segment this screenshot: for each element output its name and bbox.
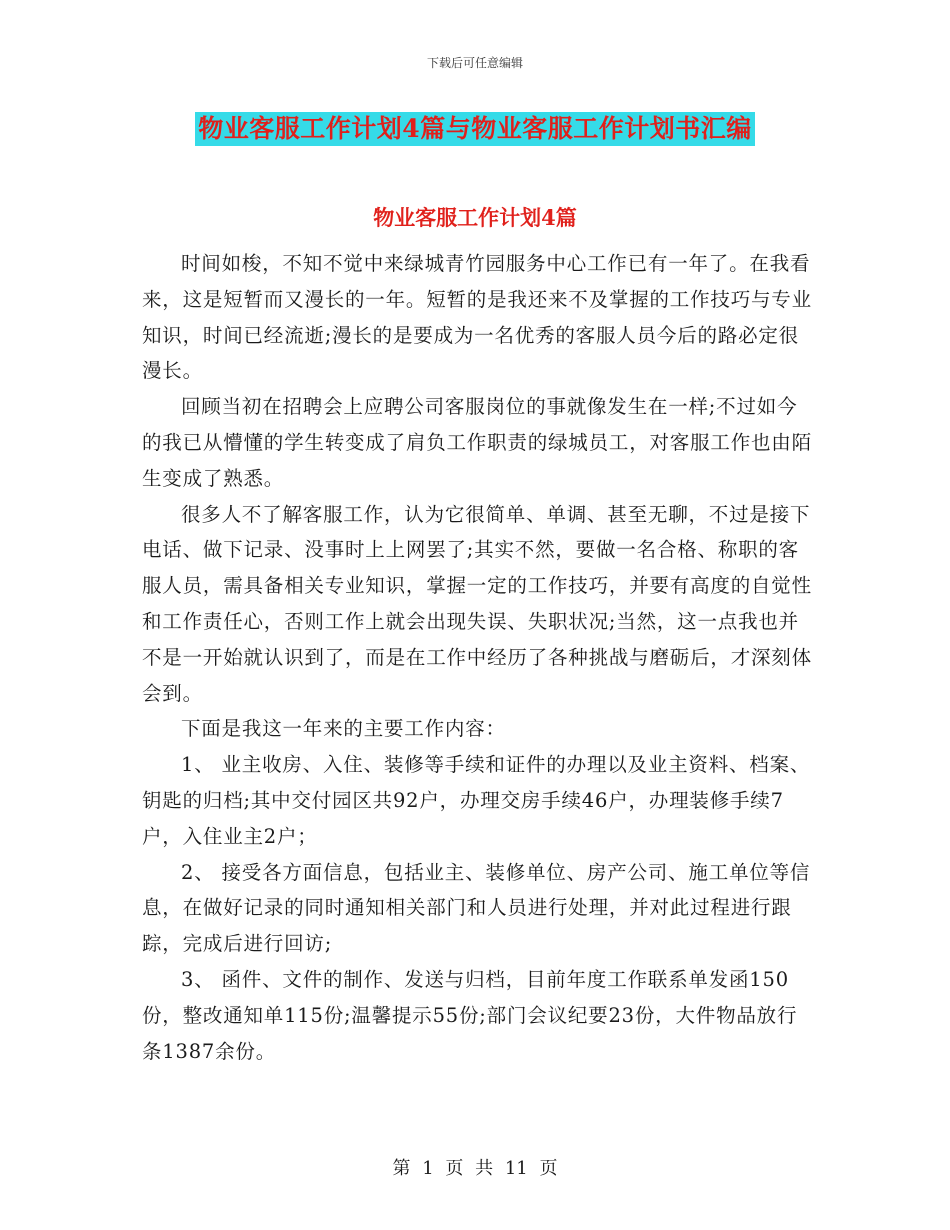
header-note: 下载后可任意编辑 <box>426 56 523 70</box>
paragraph-review: 回顾当初在招聘会上应聘公司客服岗位的事就像发生在一样;不过如今的我已从懵懂的学生转变成了肩负工作职责的绿城员工，对客服工作也由陌生变成了熟悉。 <box>142 395 812 490</box>
main-title-container <box>0 112 950 146</box>
list-item-3: 3、 函件、文件的制作、发送与归档，目前年度工作联系单发函150份，整改通知单115份;温馨提示55份;部门会议纪要23份，大件物品放行条1387余份。 <box>142 967 798 1063</box>
list-item-2: 2、 接受各方面信息，包括业主、装修单位、房产公司、施工单位等信息，在做好记录的同时通知相关部门和人员进行处理，并对此过程进行跟踪，完成后进行回访; <box>142 860 811 956</box>
paragraph-intro: 时间如梭，不知不觉中来绿城青竹园服务中心工作已有一年了。在我看来，这是短暂而又漫长的一年。短暂的是我还来不及掌握的工作技巧与专业知识，时间已经流逝;漫长的是要成为一名优秀的客服人员今后的路必定很漫长。 <box>142 252 812 383</box>
main-title: 物业客服工作计划4篇与物业客服工作计划书汇编 <box>195 112 754 146</box>
list-item-1: 1、 业主收房、入住、装修等手续和证件的办理以及业主资料、档案、钥匙的归档;其中交付园区共92户，办理交房手续46户，办理装修手续7户，入住业主2户； <box>142 753 811 848</box>
paragraph-understanding: 很多人不了解客服工作，认为它很简单、单调、甚至无聊，不过是接下电话、做下记录、没事时上上网罢了;其实不然，要做一名合格、称职的客服人员，需具备相关专业知识，掌握一定的工作技巧，并要有高度的自觉性和工作责任心，否则工作上就会出现失误、失职状况;当然，这一点我也并不是一开始就认识到了，而是在工作中经历了各种挑战与磨砺后，才深刻体会到。 <box>142 502 812 705</box>
document-body <box>142 246 814 1069</box>
paragraph-work-intro: 下面是我这一年来的主要工作内容： <box>181 717 506 741</box>
section-title: 物业客服工作计划4篇 <box>373 205 577 230</box>
page-indicator: 第 1 页 共 11 页 <box>392 1158 558 1179</box>
